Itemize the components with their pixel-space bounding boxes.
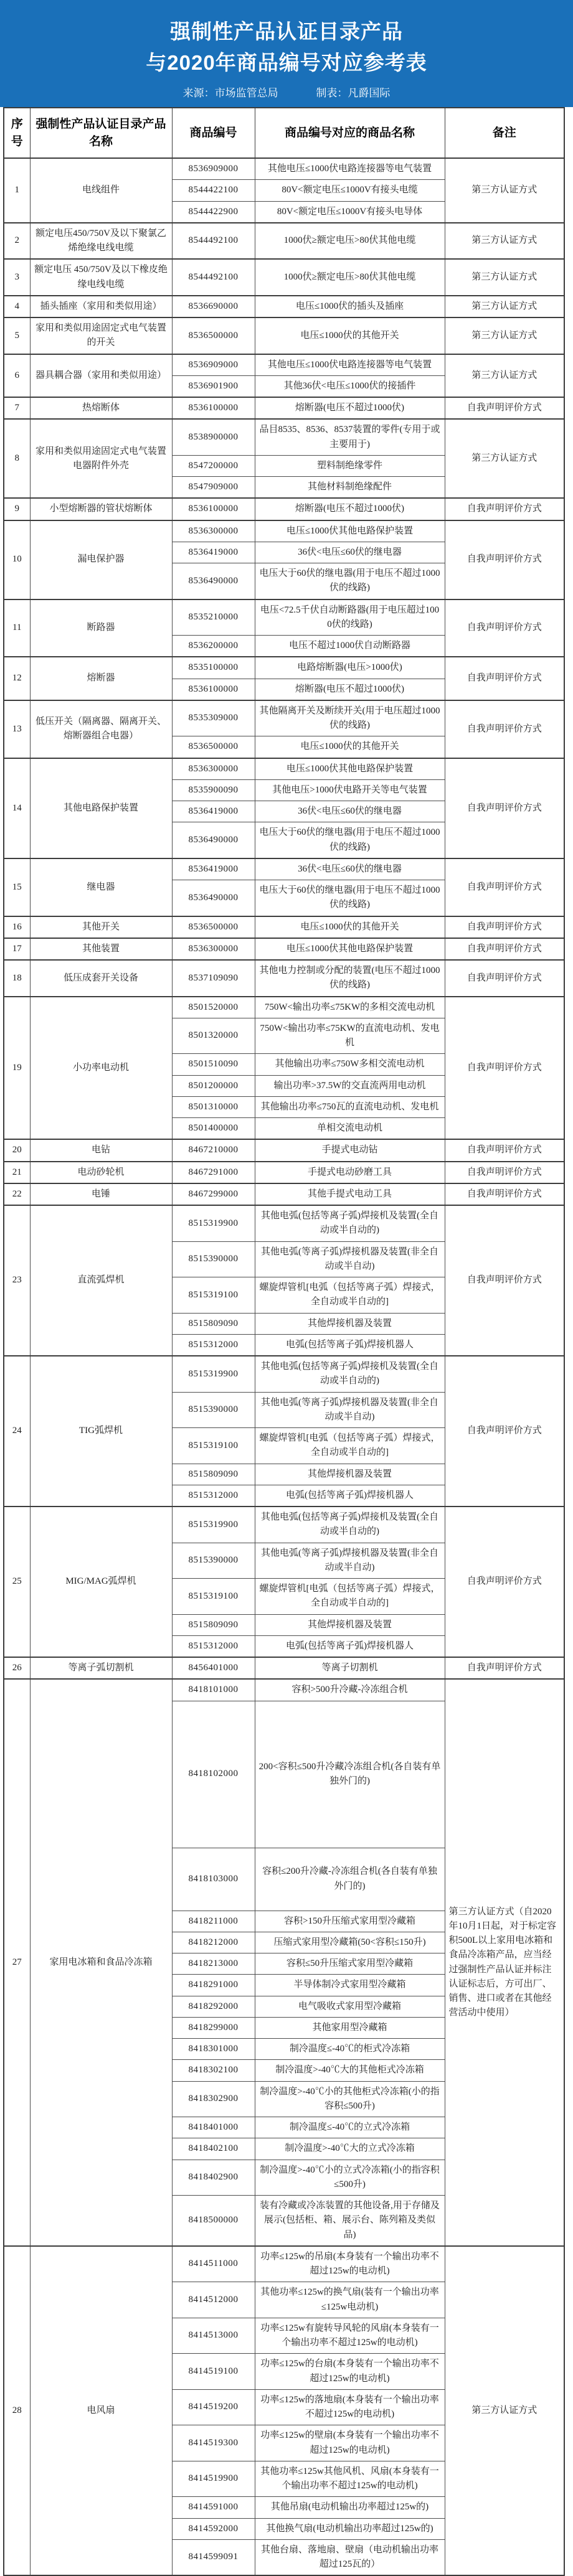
remark-cell: 自我声明评价方式: [445, 397, 564, 419]
name-cell: 其他电弧(包括等离子弧)焊接机及装置(全自动或半自动的): [255, 1205, 445, 1241]
code-cell: 8536300000: [172, 758, 255, 780]
name-cell: 制冷温度≤-40℃的立式冷冻箱: [255, 2117, 445, 2138]
product-cell: 电钻: [30, 1139, 172, 1161]
table-row: [4, 1657, 564, 1679]
code-cell: 8544422100: [172, 180, 255, 201]
header-product: 强制性产品认证目录产品名称: [30, 108, 172, 158]
name-cell: 容积≤50升压缩式家用型冷藏箱: [255, 1953, 445, 1975]
serial-cell: 25: [4, 1507, 30, 1657]
code-cell: 8501310000: [172, 1096, 255, 1117]
code-cell: 8536500000: [172, 736, 255, 758]
name-cell: 750W<输出功率≤75KW的直流电动机、发电机: [255, 1018, 445, 1054]
product-cell: 额定电压 450/750V及以下橡皮绝缘电线电缆: [30, 259, 172, 296]
code-cell: 8515312000: [172, 1334, 255, 1356]
serial-cell: 10: [4, 520, 30, 599]
name-cell: 电压大于60伏的继电器(用于电压不超过1000伏的线路): [255, 880, 445, 916]
name-cell: 其他焊接机器及装置: [255, 1464, 445, 1485]
name-cell: 其他换气扇(电动机输出功率超过125w的): [255, 2518, 445, 2539]
code-cell: 8536490000: [172, 563, 255, 599]
name-cell: 其他功率≤125w的换气扇(装有一个输出功率≤125w电动机): [255, 2282, 445, 2318]
remark-cell: 第三方认证方式: [445, 223, 564, 260]
table-row: [4, 997, 564, 1018]
table-row: [4, 1183, 564, 1205]
code-cell: 8418402900: [172, 2160, 255, 2196]
code-cell: 8467210000: [172, 1139, 255, 1161]
product-cell: 家用和类似用途固定式电气装置的开关: [30, 317, 172, 354]
name-cell: 半导体制冷式家用型冷藏箱: [255, 1975, 445, 1996]
remark-cell: 第三方认证方式: [445, 317, 564, 354]
name-cell: 容积>150升压缩式家用型冷藏箱: [255, 1911, 445, 1932]
name-cell: 输出功率>37.5W的交直流两用电动机: [255, 1075, 445, 1096]
name-cell: 电压≤1000伏其他电路保护装置: [255, 758, 445, 780]
code-cell: 8515319100: [172, 1579, 255, 1615]
name-cell: 1000伏≥额定电压>80伏其他电缆: [255, 223, 445, 260]
serial-cell: 8: [4, 419, 30, 498]
name-cell: 功率≤125w的壁扇(本身装有一个输出功率不超过125w的电动机): [255, 2425, 445, 2461]
name-cell: 手提式电动钻: [255, 1139, 445, 1161]
header-code: 商品编号: [172, 108, 255, 158]
code-cell: 8456401000: [172, 1657, 255, 1679]
code-cell: 8414511000: [172, 2246, 255, 2282]
name-cell: 其他电压>1000伏电路开关等电气装置: [255, 779, 445, 801]
name-cell: 其他家用型冷藏箱: [255, 2017, 445, 2038]
code-cell: 8418212000: [172, 1932, 255, 1953]
code-cell: 8536300000: [172, 938, 255, 960]
code-cell: 8515319900: [172, 1356, 255, 1392]
table-row: [4, 259, 564, 296]
name-cell: 塑料制绝缘零件: [255, 455, 445, 476]
product-cell: 其他装置: [30, 938, 172, 960]
table-row: [4, 2246, 564, 2282]
code-cell: 8547909000: [172, 477, 255, 499]
serial-cell: 13: [4, 700, 30, 758]
serial-cell: 23: [4, 1205, 30, 1356]
table-row: [4, 599, 564, 636]
code-cell: 8467291000: [172, 1162, 255, 1183]
remark-cell: 第三方认证方式: [445, 158, 564, 223]
name-cell: 其他电弧(等离子弧)焊接机器及装置(非全自动或半自动): [255, 1543, 445, 1579]
name-cell: 功率≤125w的落地扇(本身装有一个输出功率不超过125w的电动机): [255, 2389, 445, 2425]
code-cell: 8515312000: [172, 1635, 255, 1657]
code-cell: 8501320000: [172, 1018, 255, 1054]
code-cell: 8418401000: [172, 2117, 255, 2138]
name-cell: 功率≤125w的台扇(本身装有一个输出功率不超过125w的电动机): [255, 2354, 445, 2390]
code-cell: 8418291000: [172, 1975, 255, 1996]
code-cell: 8544422900: [172, 201, 255, 223]
name-cell: 容积>500升冷藏-冷冻组合机: [255, 1679, 445, 1701]
code-cell: 8535100000: [172, 657, 255, 679]
remark-cell: 自我声明评价方式: [445, 1183, 564, 1205]
code-cell: 8535900090: [172, 779, 255, 801]
name-cell: 其他电弧(包括等离子弧)焊接机及装置(全自动或半自动的): [255, 1356, 445, 1392]
code-cell: 8418302100: [172, 2060, 255, 2081]
code-cell: 8515319100: [172, 1277, 255, 1314]
code-cell: 8501520000: [172, 997, 255, 1018]
name-cell: 单相交流电动机: [255, 1118, 445, 1140]
name-cell: 其他材料制绝缘配件: [255, 477, 445, 499]
code-cell: 8515390000: [172, 1392, 255, 1428]
table-row: [4, 1679, 564, 1701]
name-cell: 200<容积≤500升冷藏冷冻组合机(各自装有单独外门的): [255, 1701, 445, 1848]
code-cell: 8501510090: [172, 1054, 255, 1075]
name-cell: 电压<72.5千伏自动断路器(用于电压超过1000伏的线路): [255, 599, 445, 636]
table-row: [4, 858, 564, 880]
table-row: [4, 296, 564, 317]
remark-cell: 自我声明评价方式: [445, 758, 564, 858]
code-cell: 8538900000: [172, 419, 255, 455]
remark-cell: 自我声明评价方式: [445, 1139, 564, 1161]
code-cell: 8536100000: [172, 679, 255, 700]
name-cell: 手提式电动砂磨工具: [255, 1162, 445, 1183]
product-cell: MIG/MAG弧焊机: [30, 1507, 172, 1657]
name-cell: 750W<输出功率≤75KW的多相交流电动机: [255, 997, 445, 1018]
serial-cell: 2: [4, 223, 30, 260]
code-cell: 8414512000: [172, 2282, 255, 2318]
code-cell: 8535210000: [172, 599, 255, 636]
code-cell: 8418103000: [172, 1848, 255, 1911]
code-cell: 8536300000: [172, 520, 255, 542]
serial-cell: 26: [4, 1657, 30, 1679]
header-row: [4, 108, 564, 158]
maker-label: 制表：凡爵国际: [316, 87, 391, 99]
table-row: [4, 1356, 564, 1392]
table-row: [4, 419, 564, 455]
code-cell: 8467299000: [172, 1183, 255, 1205]
name-cell: 36伏<电压≤60伏的继电器: [255, 858, 445, 880]
serial-cell: 20: [4, 1139, 30, 1161]
code-cell: 8515390000: [172, 1543, 255, 1579]
name-cell: 其他输出功率≤750瓦的直流电动机、发电机: [255, 1096, 445, 1117]
name-cell: 其他吊扇(电动机输出功率超过125w的): [255, 2497, 445, 2518]
name-cell: 其他焊接机器及装置: [255, 1313, 445, 1334]
code-cell: 8537109090: [172, 960, 255, 997]
serial-cell: 16: [4, 916, 30, 938]
code-cell: 8536490000: [172, 822, 255, 858]
code-cell: 8536490000: [172, 880, 255, 916]
table-header: [4, 108, 564, 158]
code-cell: 8414591000: [172, 2497, 255, 2518]
code-cell: 8536901900: [172, 375, 255, 397]
name-cell: 其他焊接机器及装置: [255, 1614, 445, 1635]
product-cell: 其他电路保护装置: [30, 758, 172, 858]
code-cell: 8418299000: [172, 2017, 255, 2038]
name-cell: 熔断器(电压不超过1000伏): [255, 397, 445, 419]
name-cell: 其他电弧(等离子弧)焊接机器及装置(非全自动或半自动): [255, 1392, 445, 1428]
name-cell: 功率≤125w的吊扇(本身装有一个输出功率不超过125w的电动机): [255, 2246, 445, 2282]
remark-cell: 自我声明评价方式: [445, 657, 564, 700]
code-cell: 8515809090: [172, 1614, 255, 1635]
table-row: [4, 317, 564, 354]
table-row: [4, 520, 564, 542]
code-cell: 8501200000: [172, 1075, 255, 1096]
remark-cell: 自我声明评价方式: [445, 1162, 564, 1183]
serial-cell: 18: [4, 960, 30, 997]
reference-table: [3, 107, 565, 2576]
name-cell: 螺旋焊管机[电弧（包括等离子弧）焊接式，全自动或半自动的]: [255, 1579, 445, 1615]
serial-cell: 7: [4, 397, 30, 419]
product-cell: 继电器: [30, 858, 172, 916]
code-cell: 8544492100: [172, 259, 255, 296]
code-cell: 8536500000: [172, 916, 255, 938]
serial-cell: 14: [4, 758, 30, 858]
name-cell: 80V<额定电压≤1000V有接头电缆: [255, 180, 445, 201]
name-cell: 制冷温度>-40℃大的其他柜式冷冻箱: [255, 2060, 445, 2081]
remark-cell: 第三方认证方式: [445, 259, 564, 296]
banner: [0, 0, 573, 107]
remark-cell: 第三方认证方式: [445, 296, 564, 317]
code-cell: 8536419000: [172, 542, 255, 563]
code-cell: 8414519900: [172, 2461, 255, 2497]
code-cell: 8536909000: [172, 354, 255, 376]
remark-cell: 第三方认证方式: [445, 419, 564, 498]
serial-cell: 6: [4, 354, 30, 398]
name-cell: 其他隔离开关及断续开关(用于电压超过1000伏的线路): [255, 700, 445, 736]
code-cell: 8418302900: [172, 2081, 255, 2117]
name-cell: 电压大于60伏的继电器(用于电压不超过1000伏的线路): [255, 563, 445, 599]
table-row: [4, 1139, 564, 1161]
remark-cell: 自我声明评价方式: [445, 1657, 564, 1679]
name-cell: 制冷温度>-40℃小的其他柜式冷冻箱(小的指容积≤500升): [255, 2081, 445, 2117]
name-cell: 80V<额定电压≤1000V有接头电导体: [255, 201, 445, 223]
product-cell: 电动砂轮机: [30, 1162, 172, 1183]
remark-cell: 第三方认证方式: [445, 2246, 564, 2576]
code-cell: 8515312000: [172, 1485, 255, 1507]
page-title-line1: 强制性产品认证目录产品: [170, 20, 403, 43]
code-cell: 8414519300: [172, 2425, 255, 2461]
code-cell: 8414513000: [172, 2318, 255, 2354]
table-row: [4, 758, 564, 780]
product-cell: 家用和类似用途固定式电气装置电器附件外壳: [30, 419, 172, 498]
name-cell: 电弧(包括等离子弧)焊接机器人: [255, 1635, 445, 1657]
code-cell: 8418301000: [172, 2039, 255, 2060]
product-cell: 家用电冰箱和食品冷冻箱: [30, 1679, 172, 2246]
code-cell: 8515390000: [172, 1241, 255, 1277]
remark-cell: 自我声明评价方式: [445, 520, 564, 599]
code-cell: 8515809090: [172, 1313, 255, 1334]
remark-cell: 自我声明评价方式: [445, 858, 564, 916]
code-cell: 8536690000: [172, 296, 255, 317]
name-cell: 制冷温度>-40℃大的立式冷冻箱: [255, 2138, 445, 2160]
product-cell: 断路器: [30, 599, 172, 657]
code-cell: 8414599091: [172, 2539, 255, 2575]
page-title-line2: 与2020年商品编号对应参考表: [146, 51, 427, 74]
code-cell: 8414519100: [172, 2354, 255, 2390]
serial-cell: 12: [4, 657, 30, 700]
name-cell: 品目8535、8536、8537装置的零件(专用于或主要用于): [255, 419, 445, 455]
remark-cell: 自我声明评价方式: [445, 498, 564, 520]
remark-cell: 自我声明评价方式: [445, 938, 564, 960]
serial-cell: 3: [4, 259, 30, 296]
table-row: [4, 1507, 564, 1543]
serial-cell: 4: [4, 296, 30, 317]
product-cell: 额定电压450/750V及以下聚氯乙烯绝缘电线电缆: [30, 223, 172, 260]
table-row: [4, 1162, 564, 1183]
name-cell: 功率≤125w有旋转导风轮的风扇(本身装有一个输出功率不超过125w的电动机): [255, 2318, 445, 2354]
code-cell: 8536100000: [172, 498, 255, 520]
name-cell: 压缩式家用型冷藏箱(50<容积≤150升): [255, 1932, 445, 1953]
name-cell: 其他电弧(等离子弧)焊接机器及装置(非全自动或半自动): [255, 1241, 445, 1277]
table-row: [4, 916, 564, 938]
code-cell: 8414592000: [172, 2518, 255, 2539]
product-cell: 低压成套开关设备: [30, 960, 172, 997]
name-cell: 36伏<电压≤60伏的继电器: [255, 801, 445, 822]
code-cell: 8536909000: [172, 158, 255, 180]
name-cell: 电路熔断器(电压>1000伏): [255, 657, 445, 679]
name-cell: 其他功率≤125w其他风机、风扇(本身装有一个输出功率不超过125w的电动机): [255, 2461, 445, 2497]
name-cell: 电弧(包括等离子弧)焊接机器人: [255, 1334, 445, 1356]
table-row: [4, 700, 564, 736]
name-cell: 其他台扇、落地扇、壁扇（电动机输出功率超过125瓦的）: [255, 2539, 445, 2575]
name-cell: 电弧(包括等离子弧)焊接机器人: [255, 1485, 445, 1507]
name-cell: 电压≤1000伏的其他开关: [255, 736, 445, 758]
name-cell: 等离子切割机: [255, 1657, 445, 1679]
name-cell: 电压≤1000伏的其他开关: [255, 916, 445, 938]
code-cell: 8515319900: [172, 1205, 255, 1241]
name-cell: 电压大于60伏的继电器(用于电压不超过1000伏的线路): [255, 822, 445, 858]
code-cell: 8535309000: [172, 700, 255, 736]
serial-cell: 11: [4, 599, 30, 657]
table-row: [4, 938, 564, 960]
name-cell: 其他电压≤1000伏电路连接器等电气装置: [255, 354, 445, 376]
code-cell: 8544492100: [172, 223, 255, 260]
code-cell: 8418213000: [172, 1953, 255, 1975]
remark-cell: 自我声明评价方式: [445, 1507, 564, 1657]
product-cell: 器具耦合器（家用和类似用途）: [30, 354, 172, 398]
table-row: [4, 223, 564, 260]
table-row: [4, 158, 564, 180]
table-row: [4, 960, 564, 997]
code-cell: 8418500000: [172, 2196, 255, 2246]
serial-cell: 21: [4, 1162, 30, 1183]
table-row: [4, 498, 564, 520]
name-cell: 其他电压≤1000伏电路连接器等电气装置: [255, 158, 445, 180]
remark-cell: 第三方认证方式（自2020年10月1日起，对于标定容积500L以上家用电冰箱和食品冷冻箱产品，应当经过强制性产品认证并标注认证标志后，方可出厂、销售、进口或者在其他经营活动中使用）: [445, 1679, 564, 2246]
name-cell: 1000伏≥额定电压>80伏其他电缆: [255, 259, 445, 296]
header-remark: 备注: [445, 108, 564, 158]
product-cell: TIG弧焊机: [30, 1356, 172, 1507]
code-cell: 8418102000: [172, 1701, 255, 1848]
name-cell: 电压不超过1000伏自动断路器: [255, 636, 445, 657]
code-cell: 8536419000: [172, 801, 255, 822]
serial-cell: 28: [4, 2246, 30, 2576]
name-cell: 容积≤200升冷藏-冷冻组合机(各自装有单独外门的): [255, 1848, 445, 1911]
name-cell: 制冷温度≤-40℃的柜式冷冻箱: [255, 2039, 445, 2060]
remark-cell: 自我声明评价方式: [445, 916, 564, 938]
name-cell: 其他电力控制或分配的装置(电压不超过1000伏的线路): [255, 960, 445, 997]
code-cell: 8418101000: [172, 1679, 255, 1701]
name-cell: 36伏<电压≤60伏的继电器: [255, 542, 445, 563]
name-cell: 熔断器(电压不超过1000伏): [255, 679, 445, 700]
serial-cell: 22: [4, 1183, 30, 1205]
remark-cell: 第三方认证方式: [445, 354, 564, 398]
header-serial: 序号: [4, 108, 30, 158]
source-label: 来源：市场监管总局: [182, 87, 278, 99]
name-cell: 装有冷藏或冷冻装置的其他设备,用于存储及展示(包括柜、箱、展示台、陈列箱及类似品): [255, 2196, 445, 2246]
product-cell: 热熔断体: [30, 397, 172, 419]
name-cell: 其他36伏<电压≤1000伏的接插件: [255, 375, 445, 397]
name-cell: 其他电弧(包括等离子弧)焊接机及装置(全自动或半自动的): [255, 1507, 445, 1543]
remark-cell: 自我声明评价方式: [445, 599, 564, 657]
product-cell: 电锤: [30, 1183, 172, 1205]
product-cell: 熔断器: [30, 657, 172, 700]
product-cell: 其他开关: [30, 916, 172, 938]
serial-cell: 24: [4, 1356, 30, 1507]
product-cell: 小功率电动机: [30, 997, 172, 1140]
product-cell: 电线组件: [30, 158, 172, 223]
code-cell: 8515809090: [172, 1464, 255, 1485]
name-cell: 电压≤1000伏其他电路保护装置: [255, 938, 445, 960]
code-cell: 8536419000: [172, 858, 255, 880]
serial-cell: 9: [4, 498, 30, 520]
code-cell: 8414519200: [172, 2389, 255, 2425]
product-cell: 直流弧焊机: [30, 1205, 172, 1356]
serial-cell: 27: [4, 1679, 30, 2246]
name-cell: 电压≤1000伏的插头及插座: [255, 296, 445, 317]
code-cell: 8536100000: [172, 397, 255, 419]
name-cell: 螺旋焊管机[电弧（包括等离子弧）焊接式，全自动或半自动的]: [255, 1277, 445, 1314]
name-cell: 电气吸收式家用型冷藏箱: [255, 1996, 445, 2017]
name-cell: 其他手提式电动工具: [255, 1183, 445, 1205]
remark-cell: 自我声明评价方式: [445, 700, 564, 758]
remark-cell: 自我声明评价方式: [445, 997, 564, 1140]
remark-cell: 自我声明评价方式: [445, 1356, 564, 1507]
product-cell: 插头插座（家用和类似用途）: [30, 296, 172, 317]
name-cell: 制冷温度>-40℃小的立式冷冻箱(小的指容积≤500升): [255, 2160, 445, 2196]
product-cell: 漏电保护器: [30, 520, 172, 599]
name-cell: 电压≤1000伏其他电路保护装置: [255, 520, 445, 542]
product-cell: 小型熔断器的管状熔断体: [30, 498, 172, 520]
name-cell: 螺旋焊管机[电弧（包括等离子弧）焊接式，全自动或半自动的]: [255, 1428, 445, 1464]
code-cell: 8547200000: [172, 455, 255, 476]
product-cell: 等离子弧切割机: [30, 1657, 172, 1679]
serial-cell: 15: [4, 858, 30, 916]
code-cell: 8418292000: [172, 1996, 255, 2017]
name-cell: 其他输出功率≤750W多相交流电动机: [255, 1054, 445, 1075]
code-cell: 8418211000: [172, 1911, 255, 1932]
code-cell: 8515319100: [172, 1428, 255, 1464]
table-row: [4, 1205, 564, 1241]
code-cell: 8536200000: [172, 636, 255, 657]
remark-cell: 自我声明评价方式: [445, 1205, 564, 1356]
serial-cell: 19: [4, 997, 30, 1140]
table-row: [4, 397, 564, 419]
table-row: [4, 354, 564, 376]
serial-cell: 5: [4, 317, 30, 354]
code-cell: 8515319900: [172, 1507, 255, 1543]
table-body: [4, 158, 564, 2575]
source-row: [6, 86, 567, 101]
remark-cell: 自我声明评价方式: [445, 960, 564, 997]
code-cell: 8501400000: [172, 1118, 255, 1140]
product-cell: 电风扇: [30, 2246, 172, 2576]
code-cell: 8418402100: [172, 2138, 255, 2160]
serial-cell: 1: [4, 158, 30, 223]
name-cell: 电压≤1000伏的其他开关: [255, 317, 445, 354]
name-cell: 熔断器(电压不超过1000伏): [255, 498, 445, 520]
table-row: [4, 657, 564, 679]
product-cell: 低压开关（隔离器、隔离开关、熔断器组合电器）: [30, 700, 172, 758]
code-cell: 8536500000: [172, 317, 255, 354]
serial-cell: 17: [4, 938, 30, 960]
header-name: 商品编号对应的商品名称: [255, 108, 445, 158]
